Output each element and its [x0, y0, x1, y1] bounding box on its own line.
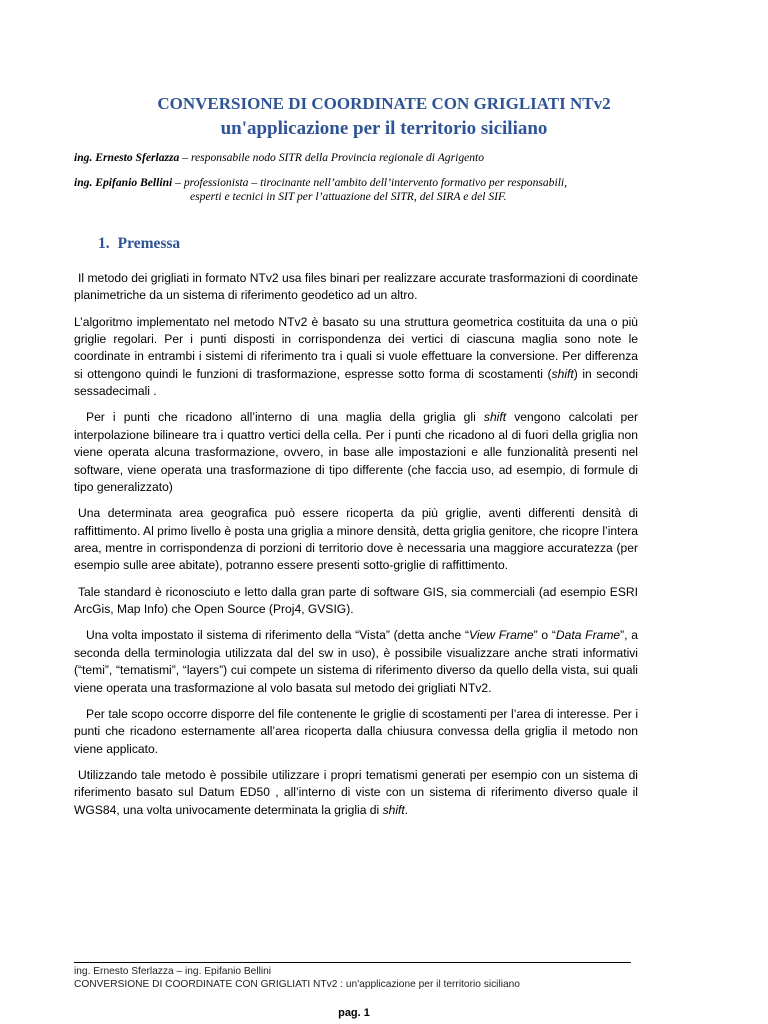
- section-title: Premessa: [117, 235, 181, 252]
- author-1-description: – responsabile nodo SITR della Provincia regionale di Agrigento: [179, 151, 485, 164]
- paragraph-6: Una volta impostato il sistema di riferimento della “Vista” (detta anche “View Frame” o “Data Frame”, a seconda della terminologia utilizzata dal del sw in uso), è possibile visualizzare anche strati informativi (“temi”, “tematismi”, “layers”) cui compete un sistema di riferimento diverso da quello della vista, sui quali viene operata una trasformazione al volo basata sul metodo dei grigliati NTv2.: [74, 628, 638, 695]
- author-2-description-line-1: – professionista – tirocinante nell’ambito dell’intervento formativo per responsabili,: [172, 176, 568, 189]
- paragraph-4: Una determinata area geografica può essere ricoperta da più griglie, aventi differenti densità di raffittimento. Al primo livello è posta una griglia a minore densità, detta griglia genitore, che ricopre l’intera area, mentre in corrispondenza di porzioni di territorio dove è necessaria una maggiore accuratezza (per esempio sulle aree abitate), potranno essere presenti sotto-griglie di raffittimento.: [74, 506, 638, 573]
- author-2-description-line-2: esperti e tecnici in SIT per l’attuazione del SITR, del SIRA e del SIF.: [190, 190, 507, 203]
- footer-divider: [74, 962, 631, 963]
- paragraph-7: Per tale scopo occorre disporre del file contenente le griglie di scostamenti per l’area di interesse. Per i punti che ricadono esternamente all’area ricoperta dalla chiusura convessa della griglia il metodo non viene applicato.: [74, 706, 638, 756]
- section-number: 1.: [98, 235, 110, 252]
- document-body: [74, 270, 638, 828]
- title-line-1: CONVERSIONE DI COORDINATE CON GRIGLIATI NTv2: [157, 94, 611, 113]
- author-2: [74, 176, 567, 204]
- author-2-name: ing. Epifanio Bellini: [74, 176, 173, 189]
- emphasis-shift: shift: [483, 410, 507, 425]
- emphasis-shift: shift: [551, 366, 574, 381]
- paragraph-8: Utilizzando tale metodo è possibile utilizzare i propri tematismi generati per esempio con un sistema di riferimento basato sul Datum ED50 , all’interno di viste con un sistema di riferimento diverso quale il WGS84, una volta univocamente determinata la griglia di shift.: [74, 767, 638, 817]
- author-1: [74, 151, 484, 165]
- footer-title: CONVERSIONE DI COORDINATE CON GRIGLIATI NTv2 : un'applicazione per il territorio siciliano: [74, 978, 520, 990]
- paragraph-3: Per i punti che ricadono all’interno di una maglia della griglia gli shift vengono calcolati per interpolazione bilineare tra i quattro vertici della cella. Per i punti che ricadono al di fuori della griglia non viene operata alcuna trasformazione, ovvero, in base alle impostazioni e alle funzionalità presenti nel software, viene operata una trasformazione di tipo differente (che faccia uso, ad esempio, di formule di tipo generalizzato): [74, 410, 638, 495]
- paragraph-2: L’algoritmo implementato nel metodo NTv2 è basato su una struttura geometrica costituita da una o più griglie regolari. Per i punti disposti in corrispondenza dei vertici di ciascuna maglia sono note le coordinate in entrambi i sistemi di riferimento tra i quali si vuole effettuare la conversione. Per differenza si ottengono quindi le funzioni di trasformazione, espresse sotto forma di scostamenti (shift) in secondi sessadecimali .: [74, 314, 638, 399]
- footer-authors: ing. Ernesto Sferlazza – ing. Epifanio Bellini: [74, 966, 272, 977]
- emphasis-view-frame: View Frame: [468, 628, 534, 643]
- paragraph-1: Il metodo dei grigliati in formato NTv2 usa files binari per realizzare accurate trasformazioni di coordinate planimetriche da un sistema di riferimento geodetico ad un altro.: [74, 271, 638, 303]
- section-heading: [98, 235, 180, 253]
- author-1-name: ing. Ernesto Sferlazza: [74, 151, 180, 164]
- paragraph-5: Tale standard è riconosciuto e letto dalla gran parte di software GIS, sia commerciali (ad esempio ESRI ArcGis, Map Info) che Open Source (Proj4, GVSIG).: [74, 584, 638, 617]
- document-title: [0, 92, 768, 141]
- emphasis-data-frame: Data Frame: [555, 628, 621, 643]
- title-line-2: un'applicazione per il territorio siciliano: [220, 118, 548, 139]
- emphasis-shift: shift: [382, 802, 405, 817]
- page-footer: [74, 966, 520, 991]
- page-number: pag. 1: [338, 1007, 370, 1019]
